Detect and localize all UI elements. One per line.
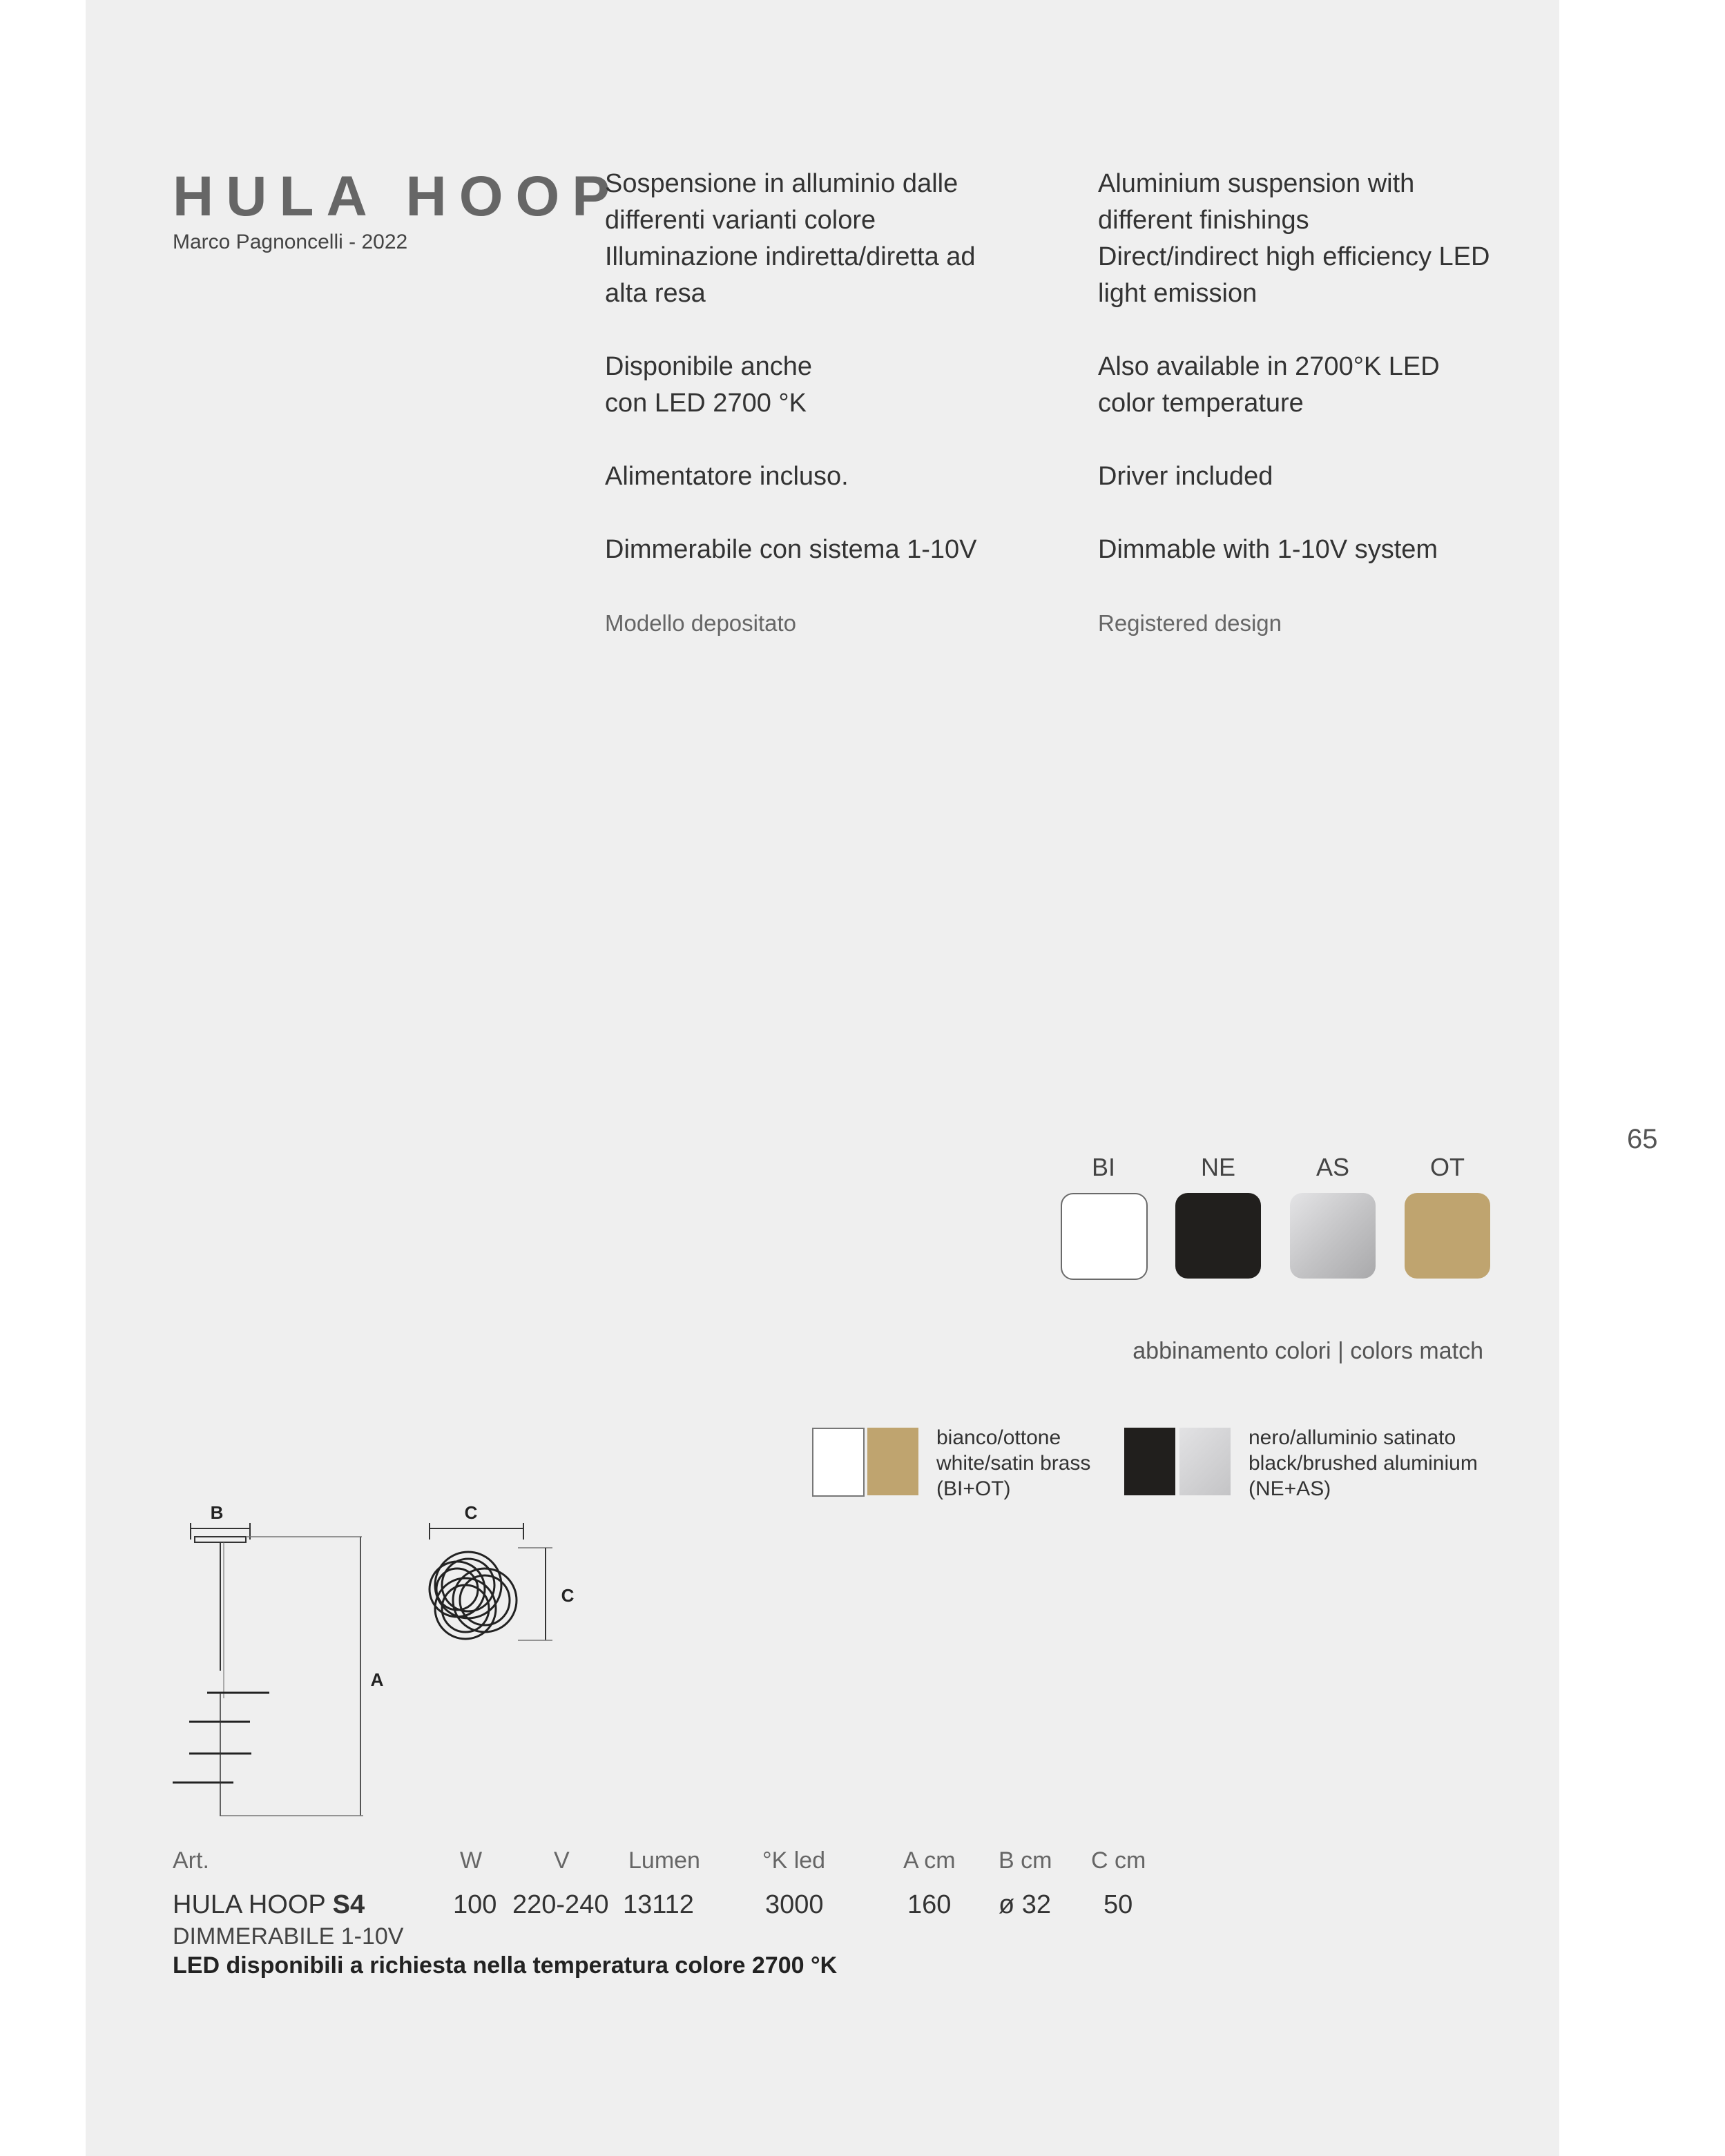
header-lumen: Lumen bbox=[628, 1847, 700, 1874]
color-code-bi: BI bbox=[1091, 1153, 1115, 1181]
header-c-cm: C cm bbox=[1091, 1847, 1146, 1874]
combo-2-swatch-black bbox=[1124, 1428, 1175, 1495]
it-paragraph-2: Disponibile anche con LED 2700 °K bbox=[605, 352, 812, 418]
row-v: 220-240 bbox=[512, 1890, 609, 1919]
color-swatch-bi bbox=[1061, 1193, 1148, 1280]
row-art-code: S4 bbox=[332, 1890, 365, 1919]
description-italian bbox=[605, 166, 1074, 678]
page-number: 65 bbox=[1627, 1124, 1658, 1154]
header-art: Art. bbox=[173, 1847, 209, 1874]
en-paragraph-2: Also available in 2700°K LED color temperature bbox=[1098, 352, 1440, 418]
color-swatch-ne bbox=[1175, 1193, 1261, 1279]
description-english bbox=[1098, 166, 1568, 678]
it-paragraph-3: Alimentatore incluso. bbox=[605, 462, 849, 491]
dim-label-a: A bbox=[370, 1669, 384, 1690]
dim-label-b: B bbox=[210, 1502, 224, 1523]
header-k-led: °K led bbox=[762, 1847, 826, 1874]
colors-match-label: abbinamento colori | colors match bbox=[1133, 1338, 1483, 1364]
header-v: V bbox=[554, 1847, 570, 1874]
row-art-name: HULA HOOP S4 bbox=[173, 1890, 365, 1919]
combo-1-text: bianco/ottone white/satin brass (BI+OT) bbox=[936, 1426, 1091, 1500]
color-swatch-ot bbox=[1405, 1193, 1490, 1279]
combo-2-text: nero/alluminio satinato black/brushed aluminium (NE+AS) bbox=[1249, 1426, 1478, 1500]
it-paragraph-4: Dimmerabile con sistema 1-10V bbox=[605, 535, 977, 564]
combo-1-swatch-brass bbox=[867, 1428, 918, 1495]
it-paragraph-1: Sospensione in alluminio dalle differenti varianti colore Illuminazione indiretta/diretta ad alta resa bbox=[605, 169, 976, 308]
en-paragraph-1: Aluminium suspension with different finishings Direct/indirect high efficiency LED light emission bbox=[1098, 169, 1490, 308]
dimension-diagram bbox=[159, 1498, 601, 1829]
color-code-ot: OT bbox=[1430, 1153, 1465, 1181]
table-note: LED disponibili a richiesta nella temperatura colore 2700 °K bbox=[173, 1952, 838, 1979]
dim-label-c-side: C bbox=[561, 1585, 575, 1606]
row-c-cm: 50 bbox=[1104, 1890, 1133, 1919]
row-w: 100 bbox=[453, 1890, 497, 1919]
dim-label-c-top: C bbox=[464, 1502, 478, 1523]
color-code-as: AS bbox=[1316, 1153, 1350, 1181]
designer-credit: Marco Pagnoncelli - 2022 bbox=[173, 231, 408, 253]
en-paragraph-3: Driver included bbox=[1098, 462, 1273, 491]
combo-1-swatch-white bbox=[812, 1428, 865, 1497]
row-art-sub: DIMMERABILE 1-10V bbox=[173, 1923, 404, 1950]
row-lumen: 13112 bbox=[623, 1890, 694, 1919]
row-k-led: 3000 bbox=[765, 1890, 824, 1919]
it-registered: Modello depositato bbox=[605, 610, 797, 636]
en-paragraph-4: Dimmable with 1-10V system bbox=[1098, 535, 1438, 564]
header-a-cm: A cm bbox=[903, 1847, 956, 1874]
hoops-top-view-icon bbox=[430, 1552, 517, 1639]
row-b-cm: ø 32 bbox=[999, 1890, 1052, 1919]
row-a-cm: 160 bbox=[907, 1890, 952, 1919]
en-registered: Registered design bbox=[1098, 610, 1282, 636]
product-title: HULA HOOP bbox=[173, 165, 622, 228]
color-swatch-as bbox=[1290, 1193, 1376, 1279]
header-w: W bbox=[460, 1847, 483, 1874]
color-code-ne: NE bbox=[1200, 1153, 1235, 1181]
combo-2-swatch-aluminium bbox=[1179, 1428, 1231, 1495]
header-b-cm: B cm bbox=[999, 1847, 1052, 1874]
